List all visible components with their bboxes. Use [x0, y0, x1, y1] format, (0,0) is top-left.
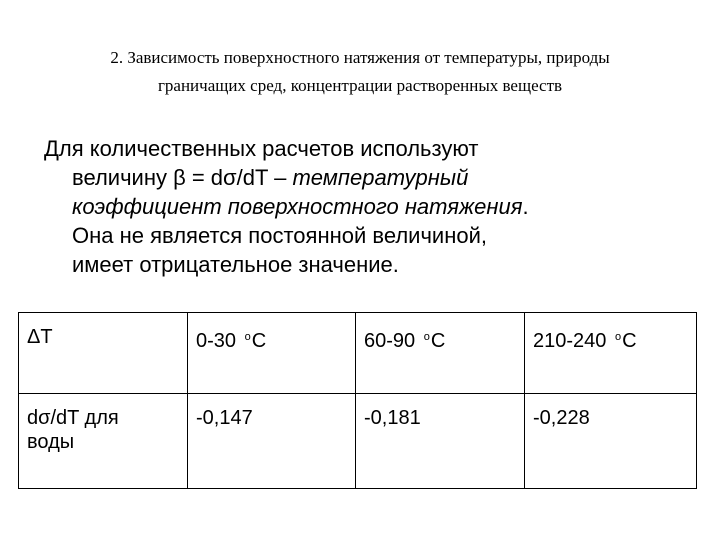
degree-sign: o: [423, 331, 430, 343]
table-header-row: [19, 313, 697, 394]
row-label-cell: [19, 394, 188, 489]
range-2-value: 60-90: [364, 330, 421, 352]
paragraph-line-2: [44, 163, 684, 192]
row-label-line-2: воды: [27, 431, 75, 453]
range-2-unit: C: [430, 330, 446, 352]
header-cell-range-2: [356, 313, 525, 394]
range-3-value: 210-240: [533, 330, 612, 352]
slide-title-line-1: 2. Зависимость поверхностного натяжения от температуры, природы: [110, 48, 610, 67]
value-cell-1: -0,147: [188, 394, 356, 489]
paragraph-line-5: имеет отрицательное значение.: [72, 252, 399, 277]
paragraph-line-4: Она не является постоянной величиной,: [72, 223, 487, 248]
degree-sign: o: [244, 331, 251, 343]
paragraph-line-1: Для количественных расчетов используют: [44, 136, 479, 161]
temperature-coefficient-table: [18, 312, 697, 489]
slide-title-line-2: граничащих сред, концентрации растворенных веществ: [157, 76, 563, 95]
paragraph-term-part-1: температурный: [292, 165, 469, 190]
row-label-line-1: dσ/dT для: [27, 407, 119, 429]
value-cell-3: -0,228: [525, 394, 697, 489]
value-cell-2: -0,181: [356, 394, 525, 489]
paragraph-term-part-2: коэффициент поверхностного натяжения: [72, 194, 523, 219]
paragraph-line-3: [44, 192, 684, 221]
paragraph-period: .: [522, 194, 529, 219]
range-1-value: 0-30: [196, 330, 242, 352]
header-cell-delta-t: ΔT: [19, 313, 188, 394]
degree-sign: o: [614, 331, 622, 343]
paragraph-formula-text: величину β = dσ/dT –: [72, 165, 293, 190]
header-cell-range-1: [188, 313, 356, 394]
table-row: [19, 394, 697, 489]
range-1-unit: C: [251, 330, 267, 352]
range-3-unit: C: [622, 330, 637, 352]
slide-title: [40, 44, 680, 100]
body-paragraph: [44, 134, 684, 279]
header-cell-range-3: [525, 313, 697, 394]
